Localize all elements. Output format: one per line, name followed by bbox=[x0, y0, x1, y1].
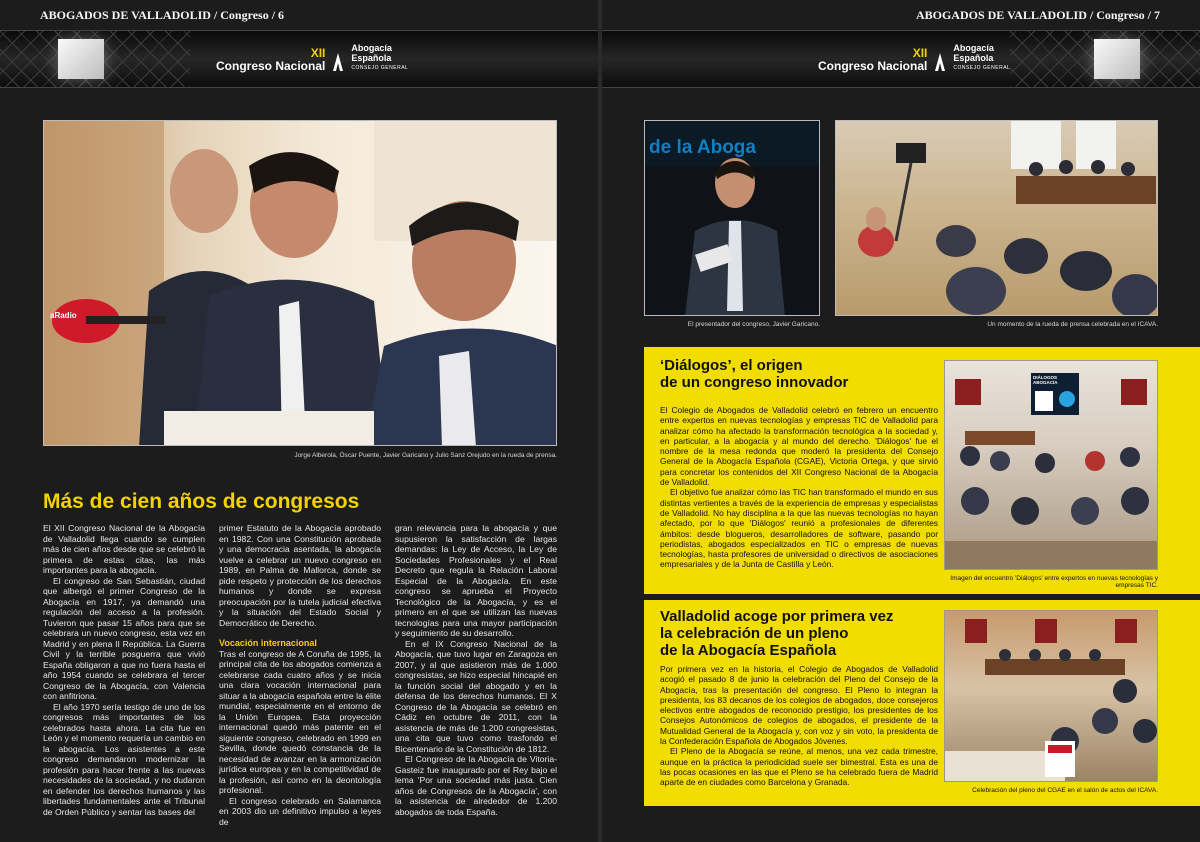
article-body bbox=[43, 523, 557, 835]
brand-event: Congreso Nacional bbox=[818, 59, 928, 73]
press-conference-photo bbox=[43, 120, 557, 446]
pleno-body bbox=[660, 664, 938, 788]
dialogos-photo-caption: Imagen del encuentro 'Diálogos' entre expertos en nuevas tecnologías y empresas TIC. bbox=[950, 575, 1158, 589]
paragraph: Por primera vez en la historia, el Colegio de Abogados de Valladolid acogió el pasado 8 de junio la celebración del Pleno del Consejo de la Abogacía, tras la presentación del congreso. El Pleno lo integran la presidenta, los 83 decanos de los colegios de abogados, doce consejeros electivos entre abogados de reconocido prestigio, los presidentes de los Consejos Autonómicos de colegios de abogados, el presidente de la Mutualidad General de la Abogacía y, con voz y sin voto, la presidenta de la Confederación Española de Abogados Jóvenes. bbox=[660, 664, 938, 747]
congress-brand bbox=[818, 43, 1010, 73]
pleno-illustration bbox=[945, 611, 1158, 782]
paragraph: Tras el congreso de A Coruña de 1995, la principal cita de los abogados comienza a celebrarse cada cuatro años y se inicia una clara vocación internacional para situar a la abogacía española entre la élite mundial, especialmente en el entorno de la Unión Europea. Esta proyección internacional quedó más patente en el siguiente congreso, celebrado en 1999 en Sevilla, donde quedó constancia de la necesidad de avanzar en la armonización jurídica europea y en la competitividad de la profesión, así como en la deontología profesional. bbox=[219, 648, 381, 795]
dialogos-body bbox=[660, 405, 938, 570]
left-page bbox=[0, 0, 598, 842]
press-room-photo-caption: Un momento de la rueda de prensa celebrada en el ICAVA. bbox=[987, 321, 1158, 328]
article-column-3 bbox=[395, 523, 557, 835]
brand-org: Abogacía Española CONSEJO GENERAL bbox=[351, 43, 409, 71]
paragraph: El congreso celebrado en Salamanca en 2003 dio un definitivo impulso a leyes de bbox=[219, 795, 381, 827]
congress-brand bbox=[216, 43, 408, 73]
cube-decoration bbox=[1094, 39, 1140, 79]
paragraph: En el IX Congreso Nacional de la Abogacía, que tuvo lugar en Zaragoza en 2007, y al que asistieron más de 1.000 congresistas, se hizo especial hincapié en la función social del abogado y en la defensa de los derechos humanos. El X Congreso de la Abogacía se celebró en Cádiz en octubre de 2011, con la asistencia de más de 1.200 congresistas, una cita que tuvo como trasfondo el Bicentenario de la Constitución de 1812. bbox=[395, 638, 557, 754]
presenter-photo-caption: El presentador del congreso, Javier Garicano. bbox=[687, 321, 820, 328]
cube-decoration bbox=[58, 39, 104, 79]
dialogos-box bbox=[644, 347, 1200, 594]
paragraph: El Colegio de Abogados de Valladolid celebró en febrero un encuentro entre expertos en nuevas tecnologías y empresas TIC de Valladolid para analizar cómo ha afectado la transformación tecnológica a la sociedad y, en particular, a la abogacía y al mundo del derecho. 'Diálogos' fue el nombre de la mesa redonda que moderó la presidenta del Consejo General de la Abogacía Española (CGAE), Victoria Ortega, y que sirvió para concretar los contenidos del XII Congreso Nacional de la Abogacía de Valladolid. bbox=[660, 405, 938, 488]
screen-text: de la Aboga bbox=[649, 137, 756, 158]
running-head: ABOGADOS DE VALLADOLID / Congreso / 7 bbox=[915, 8, 1160, 22]
article-title: Más de cien años de congresos bbox=[43, 490, 360, 513]
press-room-photo bbox=[835, 120, 1158, 316]
header-band bbox=[0, 30, 598, 88]
pleno-box bbox=[644, 600, 1200, 806]
right-page bbox=[602, 0, 1200, 842]
pleno-title: Valladolid acoge por primera vez la celebración de un pleno de la Abogacía Española bbox=[660, 608, 894, 659]
press-conference-illustration bbox=[44, 121, 557, 446]
brand-edition: XII bbox=[912, 46, 928, 60]
brand-event: Congreso Nacional bbox=[216, 59, 326, 73]
section-subhead: Vocación internacional bbox=[219, 638, 317, 648]
paragraph: primer Estatuto de la Abogacía aprobado en 1982. Con una Constitución aprobada y una democracia asentada, la abogacía vuelve a celebrar un nuevo congreso en 1989, en Palma de Mallorca, donde se pide respeto y protección de los derechos humanos y donde se expresa preocupación por la tutela judicial efectiva y la situación del Estado Social y Democrático de Derecho. bbox=[219, 523, 381, 628]
paragraph: El Pleno de la Abogacía se reúne, al menos, una vez cada trimestre, aunque en la práctica la periodicidad suele ser bimestral. Esta es una de las pocas ocasiones en las que el Pleno se ha celebrado fuera de Madrid aparte de en ciudades como Barcelona y Granada. bbox=[660, 746, 938, 788]
press-room-illustration bbox=[836, 121, 1158, 316]
dialogos-screen-title: DIÁLOGOS ABOGACÍA bbox=[1033, 375, 1058, 385]
brand-edition: XII bbox=[310, 46, 326, 60]
main-photo-caption: Jorge Alberola, Óscar Puente, Javier Garicano y Julio Sanz Orejudo en la rueda de prensa. bbox=[294, 452, 557, 459]
paragraph: El congreso de San Sebastián, ciudad que albergó el primer Congreso de la Abogacía en 1917, ya demandó una regulación del acceso a la profesión. Tuvieron que pasar 15 años para que se celebrara un nuevo congreso, esta vez en Madrid y en plena II República. La Guerra Civil y la terrible posguerra que vivió España obligaron a que no fuera hasta el año 1954 cuando se celebrara el tercer Congreso de la Abogacía, con Valencia con anfitriona. bbox=[43, 575, 205, 701]
paragraph: El objetivo fue analizar cómo las TIC han transformado el mundo en sus distintas vertientes a través de la experiencia de empresas y especialistas de Valladolid. No hay disciplina a la que las nuevas tecnologías no hayan afectado, por lo que 'Diálogos' reunió a profesionales de diferentes ámbitos: desde blogueros, desarrolladores de software, pasando por periodistas, abogados especializados en TIC o empresas de nuevas tecnologías, hasta profesores de universidad o directivos de asociaciones empresariales y de la Junta de Castilla y León. bbox=[660, 487, 938, 570]
paragraph: El Congreso de la Abogacía de Vitoria-Gasteiz fue inaugurado por el Rey bajo el lema 'Por una sociedad más justa. Cien años de Congresos de la Abogacía', con la asistencia de alrededor de 1.200 abogados de toda España. bbox=[395, 754, 557, 817]
presenter-photo bbox=[644, 120, 820, 316]
dialogos-illustration bbox=[945, 361, 1158, 570]
header-band bbox=[602, 30, 1200, 88]
radio-mic-label: aRadio bbox=[50, 311, 77, 320]
dialogos-title: ‘Diálogos’, el origen de un congreso innovador bbox=[660, 357, 849, 391]
running-head: ABOGADOS DE VALLADOLID / Congreso / 6 bbox=[40, 8, 285, 22]
pleno-photo-caption: Celebración del pleno del CGAE en el salón de actos del ICAVA. bbox=[972, 787, 1158, 794]
pleno-photo bbox=[944, 610, 1158, 782]
paragraph: gran relevancia para la abogacía y que supusieron la satisfacción de largas demandas: la Ley de Acceso, la Ley de Sociedades Profesionales y el Real Decreto que regula la Relación Laboral Especial de la Abogacía. En este congreso se aprueba el Proyecto Tecnológico de la Abogacía, y es el primero en el que se utilizan las nuevas tecnologías para una mayor participación y seguimiento de su desarrollo. bbox=[395, 523, 557, 638]
dialogos-photo bbox=[944, 360, 1158, 570]
article-column-2 bbox=[219, 523, 381, 835]
article-column-1 bbox=[43, 523, 205, 835]
abogacia-logo-icon bbox=[331, 51, 345, 73]
brand-org: Abogacía Española CONSEJO GENERAL bbox=[953, 43, 1011, 71]
paragraph: El XII Congreso Nacional de la Abogacía de Valladolid llega cuando se cumplen más de cien años desde que se celebró la primera de estas citas, las más importantes para la abogacía. bbox=[43, 523, 205, 575]
paragraph: El año 1970 sería testigo de uno de los congresos más importantes de los celebrados hasta ahora. La cita fue en León y el momento requería un cambio en la abogacía. Los asistentes a este congreso demandaron modernizar la profesión para hacer frente a las nuevas necesidades de la sociedad, y no dudaron en defender los derechos humanos y las libertades fundamentales ante el Tribunal de Orden Público y sentar las bases del bbox=[43, 701, 205, 817]
abogacia-logo-icon bbox=[933, 51, 947, 73]
